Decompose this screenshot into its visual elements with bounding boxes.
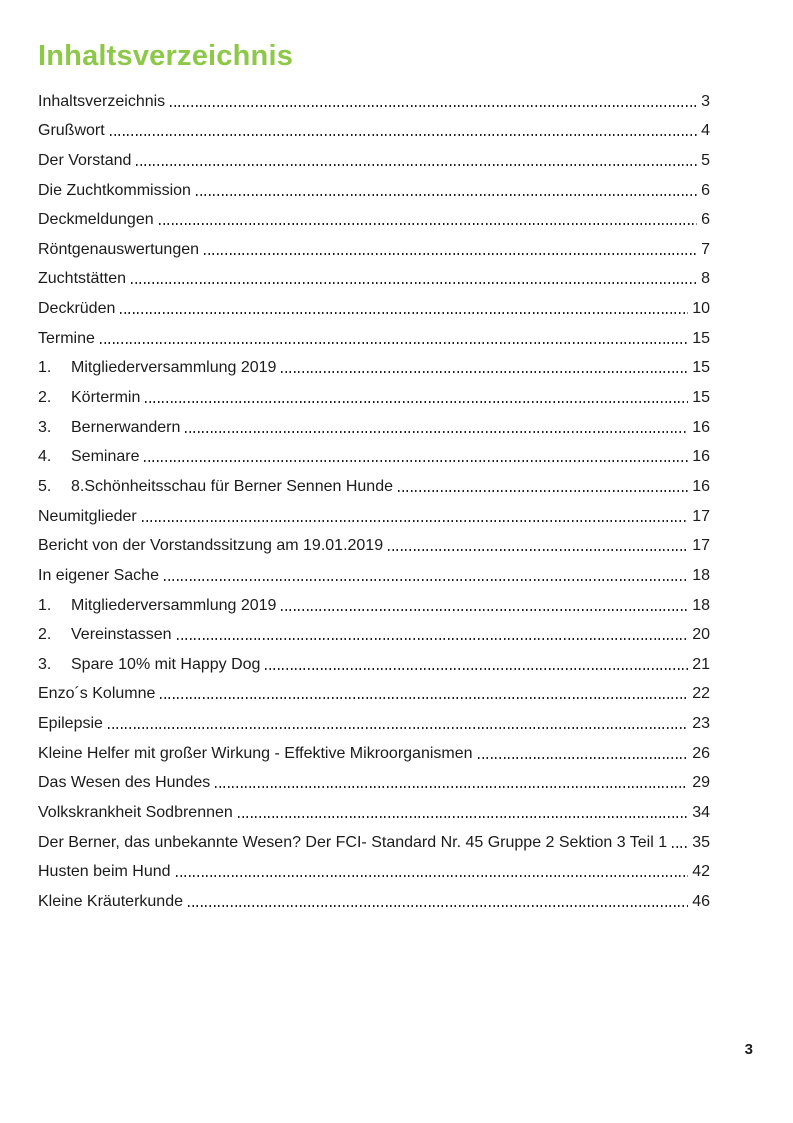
toc-entry[interactable] <box>38 381 710 411</box>
toc-entry-label: Der Vorstand <box>38 151 132 169</box>
toc-entry-page: 16 <box>692 477 710 495</box>
toc-entry-label: Spare 10% mit Happy Dog <box>71 655 261 673</box>
toc-leader-dots <box>185 431 688 433</box>
toc-entry-label: Neumitglieder <box>38 507 137 525</box>
toc-leader-dots <box>204 253 697 255</box>
toc-entry-page: 16 <box>692 418 710 436</box>
toc-leader-dots <box>238 816 688 818</box>
toc-entry-number: 5. <box>38 477 52 495</box>
toc-entry-label: Seminare <box>71 448 140 466</box>
toc-entry-number: 1. <box>38 596 52 614</box>
toc-entry[interactable] <box>38 500 710 530</box>
toc-entry-page: 18 <box>692 566 710 584</box>
toc-entry-number: 2. <box>38 626 52 644</box>
toc-entry[interactable] <box>38 826 710 856</box>
toc-entry-label: Kleine Helfer mit großer Wirkung - Effektive Mikroorganismen <box>38 744 473 762</box>
toc-entry[interactable] <box>38 144 710 174</box>
toc-entry-page: 18 <box>692 596 710 614</box>
toc-entry-label: Bericht von der Vorstandssitzung am 19.01.2019 <box>38 537 384 555</box>
toc-entry-label: Deckmeldungen <box>38 211 154 229</box>
toc-entry-page: 17 <box>692 537 710 555</box>
toc-leader-dots <box>160 697 688 699</box>
footer-page-number: 3 <box>744 1041 753 1058</box>
toc-entry-page: 15 <box>692 389 710 407</box>
toc-entry[interactable] <box>38 115 710 145</box>
toc-entry-number: 4. <box>38 448 52 466</box>
toc-leader-dots <box>398 490 688 492</box>
toc-entry-number: 3. <box>38 655 52 673</box>
toc-entry-page: 17 <box>692 507 710 525</box>
toc-entry-page: 15 <box>692 329 710 347</box>
toc-entry-page: 20 <box>692 626 710 644</box>
toc-entry-page: 15 <box>692 359 710 377</box>
toc-leader-dots <box>144 460 688 462</box>
toc-leader-dots <box>176 875 689 877</box>
toc-entry[interactable] <box>38 589 710 619</box>
toc-entry-page: 42 <box>692 863 710 881</box>
page-title: Inhaltsverzeichnis <box>38 40 294 72</box>
toc-leader-dots <box>142 520 688 522</box>
toc-entry-page: 26 <box>692 744 710 762</box>
toc-leader-dots <box>131 282 697 284</box>
toc-entry[interactable] <box>38 233 710 263</box>
toc-entry-label: In eigener Sache <box>38 566 159 584</box>
toc-leader-dots <box>159 223 697 225</box>
toc-leader-dots <box>177 638 689 640</box>
toc-entry-label: Zuchtstätten <box>38 270 127 288</box>
toc-entry-label: Husten beim Hund <box>38 863 171 881</box>
toc-list <box>38 85 710 915</box>
toc-entry[interactable] <box>38 263 710 293</box>
toc-leader-dots <box>108 727 688 729</box>
toc-entry-page: 6 <box>701 181 710 199</box>
toc-entry-page: 16 <box>692 448 710 466</box>
toc-leader-dots <box>188 905 688 907</box>
toc-entry-label: Der Berner, das unbekannte Wesen? Der FCI- Standard Nr. 45 Gruppe 2 Sektion 3 Teil 1 <box>38 833 668 851</box>
toc-leader-dots <box>281 371 688 373</box>
toc-entry[interactable] <box>38 174 710 204</box>
toc-leader-dots <box>478 757 689 759</box>
toc-entry-page: 6 <box>701 211 710 229</box>
toc-entry-page: 3 <box>701 92 710 110</box>
toc-leader-dots <box>672 846 688 848</box>
toc-entry[interactable] <box>38 411 710 441</box>
toc-leader-dots <box>145 401 688 403</box>
toc-entry-number: 1. <box>38 359 52 377</box>
toc-entry[interactable] <box>38 707 710 737</box>
toc-entry[interactable] <box>38 204 710 234</box>
toc-entry-page: 8 <box>701 270 710 288</box>
toc-entry-label: Vereinstassen <box>71 626 172 644</box>
toc-entry-page: 23 <box>692 715 710 733</box>
toc-entry-label: Inhaltsverzeichnis <box>38 92 166 110</box>
toc-leader-dots <box>196 194 697 196</box>
toc-leader-dots <box>136 164 697 166</box>
toc-entry-label: Volkskrankheit Sodbrennen <box>38 804 233 822</box>
toc-entry-label: 8.Schönheitsschau für Berner Sennen Hunde <box>71 477 393 495</box>
toc-entry[interactable] <box>38 559 710 589</box>
toc-entry-label: Deckrüden <box>38 300 116 318</box>
toc-leader-dots <box>215 786 688 788</box>
toc-leader-dots <box>265 668 688 670</box>
toc-entry-label: Die Zuchtkommission <box>38 181 191 199</box>
toc-entry-page: 4 <box>701 122 710 140</box>
toc-entry-label: Röntgenauswertungen <box>38 240 200 258</box>
toc-leader-dots <box>388 549 688 551</box>
toc-entry-page: 46 <box>692 892 710 910</box>
toc-entry-label: Enzo´s Kolumne <box>38 685 156 703</box>
toc-entry-page: 34 <box>692 804 710 822</box>
toc-entry-page: 29 <box>692 774 710 792</box>
toc-entry[interactable] <box>38 441 710 471</box>
toc-entry[interactable] <box>38 678 710 708</box>
toc-leader-dots <box>170 105 697 107</box>
toc-entry-page: 5 <box>701 151 710 169</box>
toc-entry-page: 7 <box>701 240 710 258</box>
toc-entry[interactable] <box>38 767 710 797</box>
toc-entry-label: Grußwort <box>38 122 105 140</box>
toc-entry-label: Mitgliederversammlung 2019 <box>71 596 277 614</box>
toc-entry-label: Mitgliederversammlung 2019 <box>71 359 277 377</box>
toc-entry-label: Kleine Kräuterkunde <box>38 892 183 910</box>
toc-entry[interactable] <box>38 796 710 826</box>
toc-entry[interactable] <box>38 322 710 352</box>
toc-entry[interactable] <box>38 856 710 886</box>
toc-entry[interactable] <box>38 85 710 115</box>
toc-leader-dots <box>164 579 688 581</box>
toc-leader-dots <box>110 134 697 136</box>
toc-entry-number: 3. <box>38 418 52 436</box>
toc-entry[interactable] <box>38 530 710 560</box>
toc-entry-page: 21 <box>692 655 710 673</box>
toc-entry[interactable] <box>38 619 710 649</box>
toc-entry[interactable] <box>38 648 710 678</box>
toc-leader-dots <box>281 609 688 611</box>
toc-entry[interactable] <box>38 885 710 915</box>
toc-entry[interactable] <box>38 737 710 767</box>
toc-leader-dots <box>120 312 688 314</box>
toc-entry-page: 22 <box>692 685 710 703</box>
toc-entry-label: Bernerwandern <box>71 418 181 436</box>
toc-entry-label: Termine <box>38 329 95 347</box>
toc-entry-number: 2. <box>38 389 52 407</box>
toc-leader-dots <box>100 342 688 344</box>
toc-entry-label: Epilepsie <box>38 715 103 733</box>
toc-entry[interactable] <box>38 352 710 382</box>
toc-entry-label: Das Wesen des Hundes <box>38 774 211 792</box>
toc-entry[interactable] <box>38 292 710 322</box>
toc-entry-page: 35 <box>692 833 710 851</box>
toc-entry-page: 10 <box>692 300 710 318</box>
toc-entry-label: Körtermin <box>71 389 141 407</box>
toc-entry[interactable] <box>38 470 710 500</box>
